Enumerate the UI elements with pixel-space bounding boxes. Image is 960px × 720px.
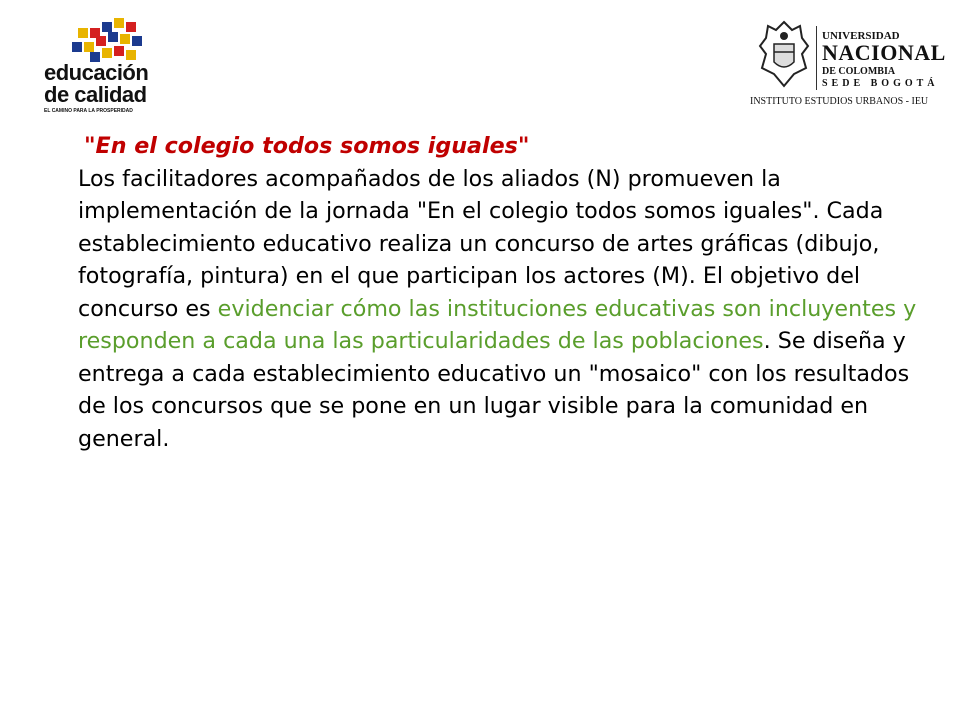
logo-line-1: educación <box>44 60 149 85</box>
educacion-de-calidad-logo <box>40 14 160 114</box>
logo-de-colombia: DE COLOMBIA <box>822 66 896 77</box>
logo-tagline: EL CAMINO PARA LA PROSPERIDAD <box>44 108 133 114</box>
logo-sede-bogota: SEDE BOGOTÁ <box>822 78 939 89</box>
slide-body <box>78 163 928 456</box>
logo-divider <box>816 26 817 90</box>
logo-universidad: UNIVERSIDAD <box>822 30 900 42</box>
logo-nacional: NACIONAL <box>822 40 946 65</box>
slide-content <box>78 130 928 455</box>
coat-of-arms-icon <box>756 18 812 90</box>
universidad-nacional-logo <box>750 18 946 114</box>
logo-line-2: de calidad <box>44 82 147 107</box>
body-text-highlight: evidenciar cómo las instituciones educativas son incluyentes y responden a cada una las particularidades de las poblaciones <box>78 295 917 354</box>
body-text-conclusion: . Se diseña y entrega a cada establecimiento educativo un "mosaico" con los resultados de los concursos que se pone en un lugar visible para la comunidad en general. <box>78 328 910 452</box>
logo-instituto: INSTITUTO ESTUDIOS URBANOS - IEU <box>750 96 929 107</box>
slide-title: "En el colegio todos somos iguales" <box>84 133 530 159</box>
body-text-intro: Los facilitadores acompañados de los aliados (N) promueven la implementación de la jornada "En el colegio todos somos iguales". Cada establecimiento educativo realiza un concurso de artes gráficas (dibujo, fotografía, pintura) en el que participan los actores (M). El objetivo del concurso es <box>78 165 884 322</box>
